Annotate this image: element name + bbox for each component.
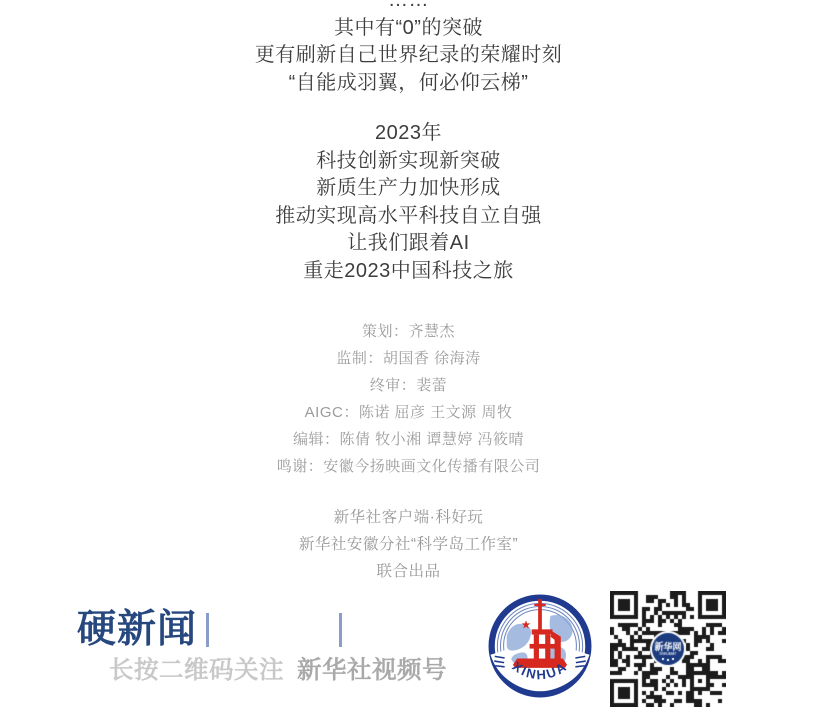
credit-line: AIGC：陈诺 屈彦 王文源 周牧 [304,404,513,421]
divider-bar [206,613,209,647]
logo-wordmark: XINHUA [509,658,571,683]
intro-verse-block [0,0,817,97]
intro-line: …… [388,0,429,11]
publisher-line: 新华社安徽分社“科学岛工作室” [298,536,519,553]
intro-line: 更有刷新自己世界纪录的荣耀时刻 [254,44,563,66]
channel-name-text: 新华社视频号 [297,657,447,684]
divider-bar [339,613,342,647]
intro-line: 其中有“0”的突破 [334,16,483,39]
xinhua-agency-logo-icon [488,594,592,698]
title-line: 新质生产力加快形成 [316,177,501,199]
title-line: 2023年 [375,122,442,144]
title-line: 重走2023中国科技之旅 [303,259,514,282]
credit-line: 监制：胡国香 徐海涛 [336,350,481,367]
intro-line: “自能成羽翼，何必仰云梯” [288,71,529,94]
title-line: 让我们跟着AI [347,232,470,254]
qr-code[interactable] [610,591,726,707]
title-block [0,120,817,285]
svg-text:★: ★ [520,617,532,632]
qr-hint-text: 长按二维码关注 [109,657,284,684]
credit-line: 编辑：陈倩 牧小湘 谭慧婷 冯筱晴 [292,431,524,448]
title-line: 推动实现高水平科技自立自强 [275,204,542,227]
credit-line: 鸣谢：安徽今扬映画文化传播有限公司 [276,458,541,475]
brand-logo-text: 硬新闻 [77,608,198,651]
publisher-line: 联合出品 [376,563,441,580]
credit-line: 终审：裴蕾 [369,377,448,394]
title-line: 科技创新实现新突破 [316,149,501,172]
credits-block [0,318,817,480]
publisher-block [0,504,817,585]
publisher-line: 新华社客户端·科好玩 [333,509,484,526]
credit-line: 策划：齐慧杰 [361,323,455,340]
